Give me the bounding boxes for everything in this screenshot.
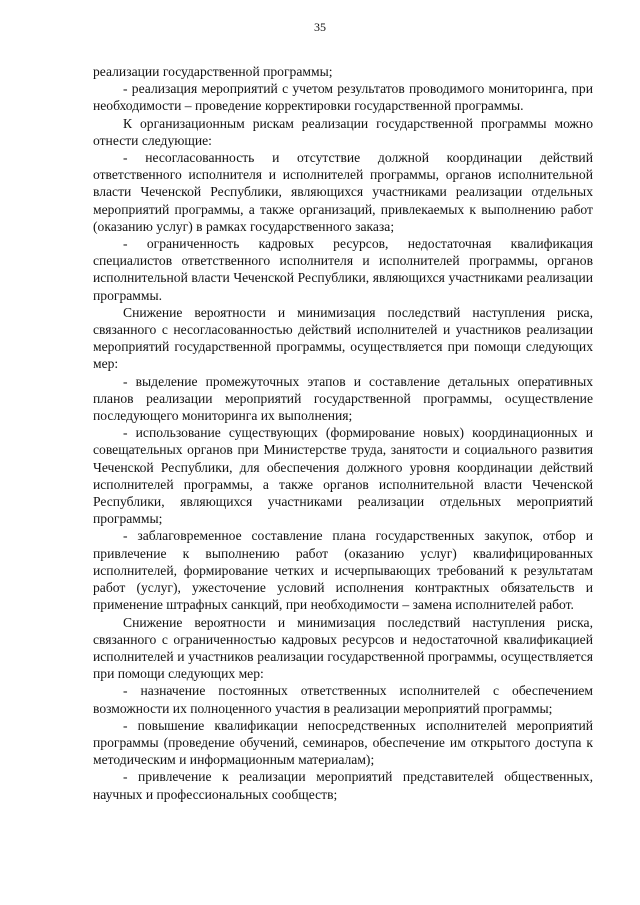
paragraph: - использование существующих (формирование новых) координационных и совещательных органов при Министерстве труда, занятости и социального развития Чеченской Республики, для обеспечения должного уровня координации действий исполнителей программы, а также органов исполнительной власти Чеченской Республики, являющихся участниками реализации отдельных мероприятий программы;	[93, 425, 593, 527]
paragraph: - привлечение к реализации мероприятий представителей общественных, научных и профессиональных сообществ;	[93, 769, 593, 802]
paragraph: - реализация мероприятий с учетом результатов проводимого мониторинга, при необходимости – проведение корректировки государственной программы.	[93, 81, 593, 114]
paragraph: - выделение промежуточных этапов и составление детальных оперативных планов реализации мероприятий государственной программы, осуществление последующего мониторинга их выполнения;	[93, 373, 593, 424]
paragraph: Снижение вероятности и минимизация последствий наступления риска, связанного с несогласованностью действий исполнителей и участников реализации мероприятий государственной программы, осуществляется при помощи следующих мер:	[93, 304, 593, 372]
paragraph: - ограниченность кадровых ресурсов, недостаточная квалификация специалистов ответственного исполнителя и исполнителей программы, органов исполнительной власти Чеченской Республики, являющихся участниками реализации программы.	[93, 236, 593, 303]
paragraph: - назначение постоянных ответственных исполнителей с обеспечением возможности их полноценного участия в реализации мероприятий программы;	[93, 683, 593, 716]
paragraph: Снижение вероятности и минимизация последствий наступления риска, связанного с ограниченностью кадровых ресурсов и недостаточной квалификацией исполнителей и участников реализации государственной программы, осуществляется при помощи следующих мер:	[93, 614, 593, 682]
paragraph: - повышение квалификации непосредственных исполнителей мероприятий программы (проведение обучений, семинаров, обеспечение им открытого доступа к методическим и информационным материалам);	[93, 717, 593, 768]
paragraph: - несогласованность и отсутствие должной координации действий ответственного исполнителя и исполнителей программы, органов исполнительной власти Чеченской Республики, являющихся участниками реализации отдельных мероприятий программы, а также организаций, привлекаемых к выполнению работ (оказанию услуг) в рамках государственного заказа;	[93, 150, 593, 234]
paragraph: реализации государственной программы;	[93, 64, 333, 79]
paragraph: - заблаговременное составление плана государственных закупок, отбор и привлечение к выполнению работ (оказанию услуг) квалифицированных исполнителей, формирование четких и исчерпывающих требований к результатам работ (услуг), ужесточение условий исполнения контрактных обязательств и применение штрафных санкций, при необходимости – замена исполнителей работ.	[93, 528, 593, 613]
paragraph: К организационным рискам реализации государственной программы можно отнести следующие:	[93, 115, 593, 148]
page-number: 35	[314, 20, 326, 34]
document-body	[93, 63, 593, 803]
